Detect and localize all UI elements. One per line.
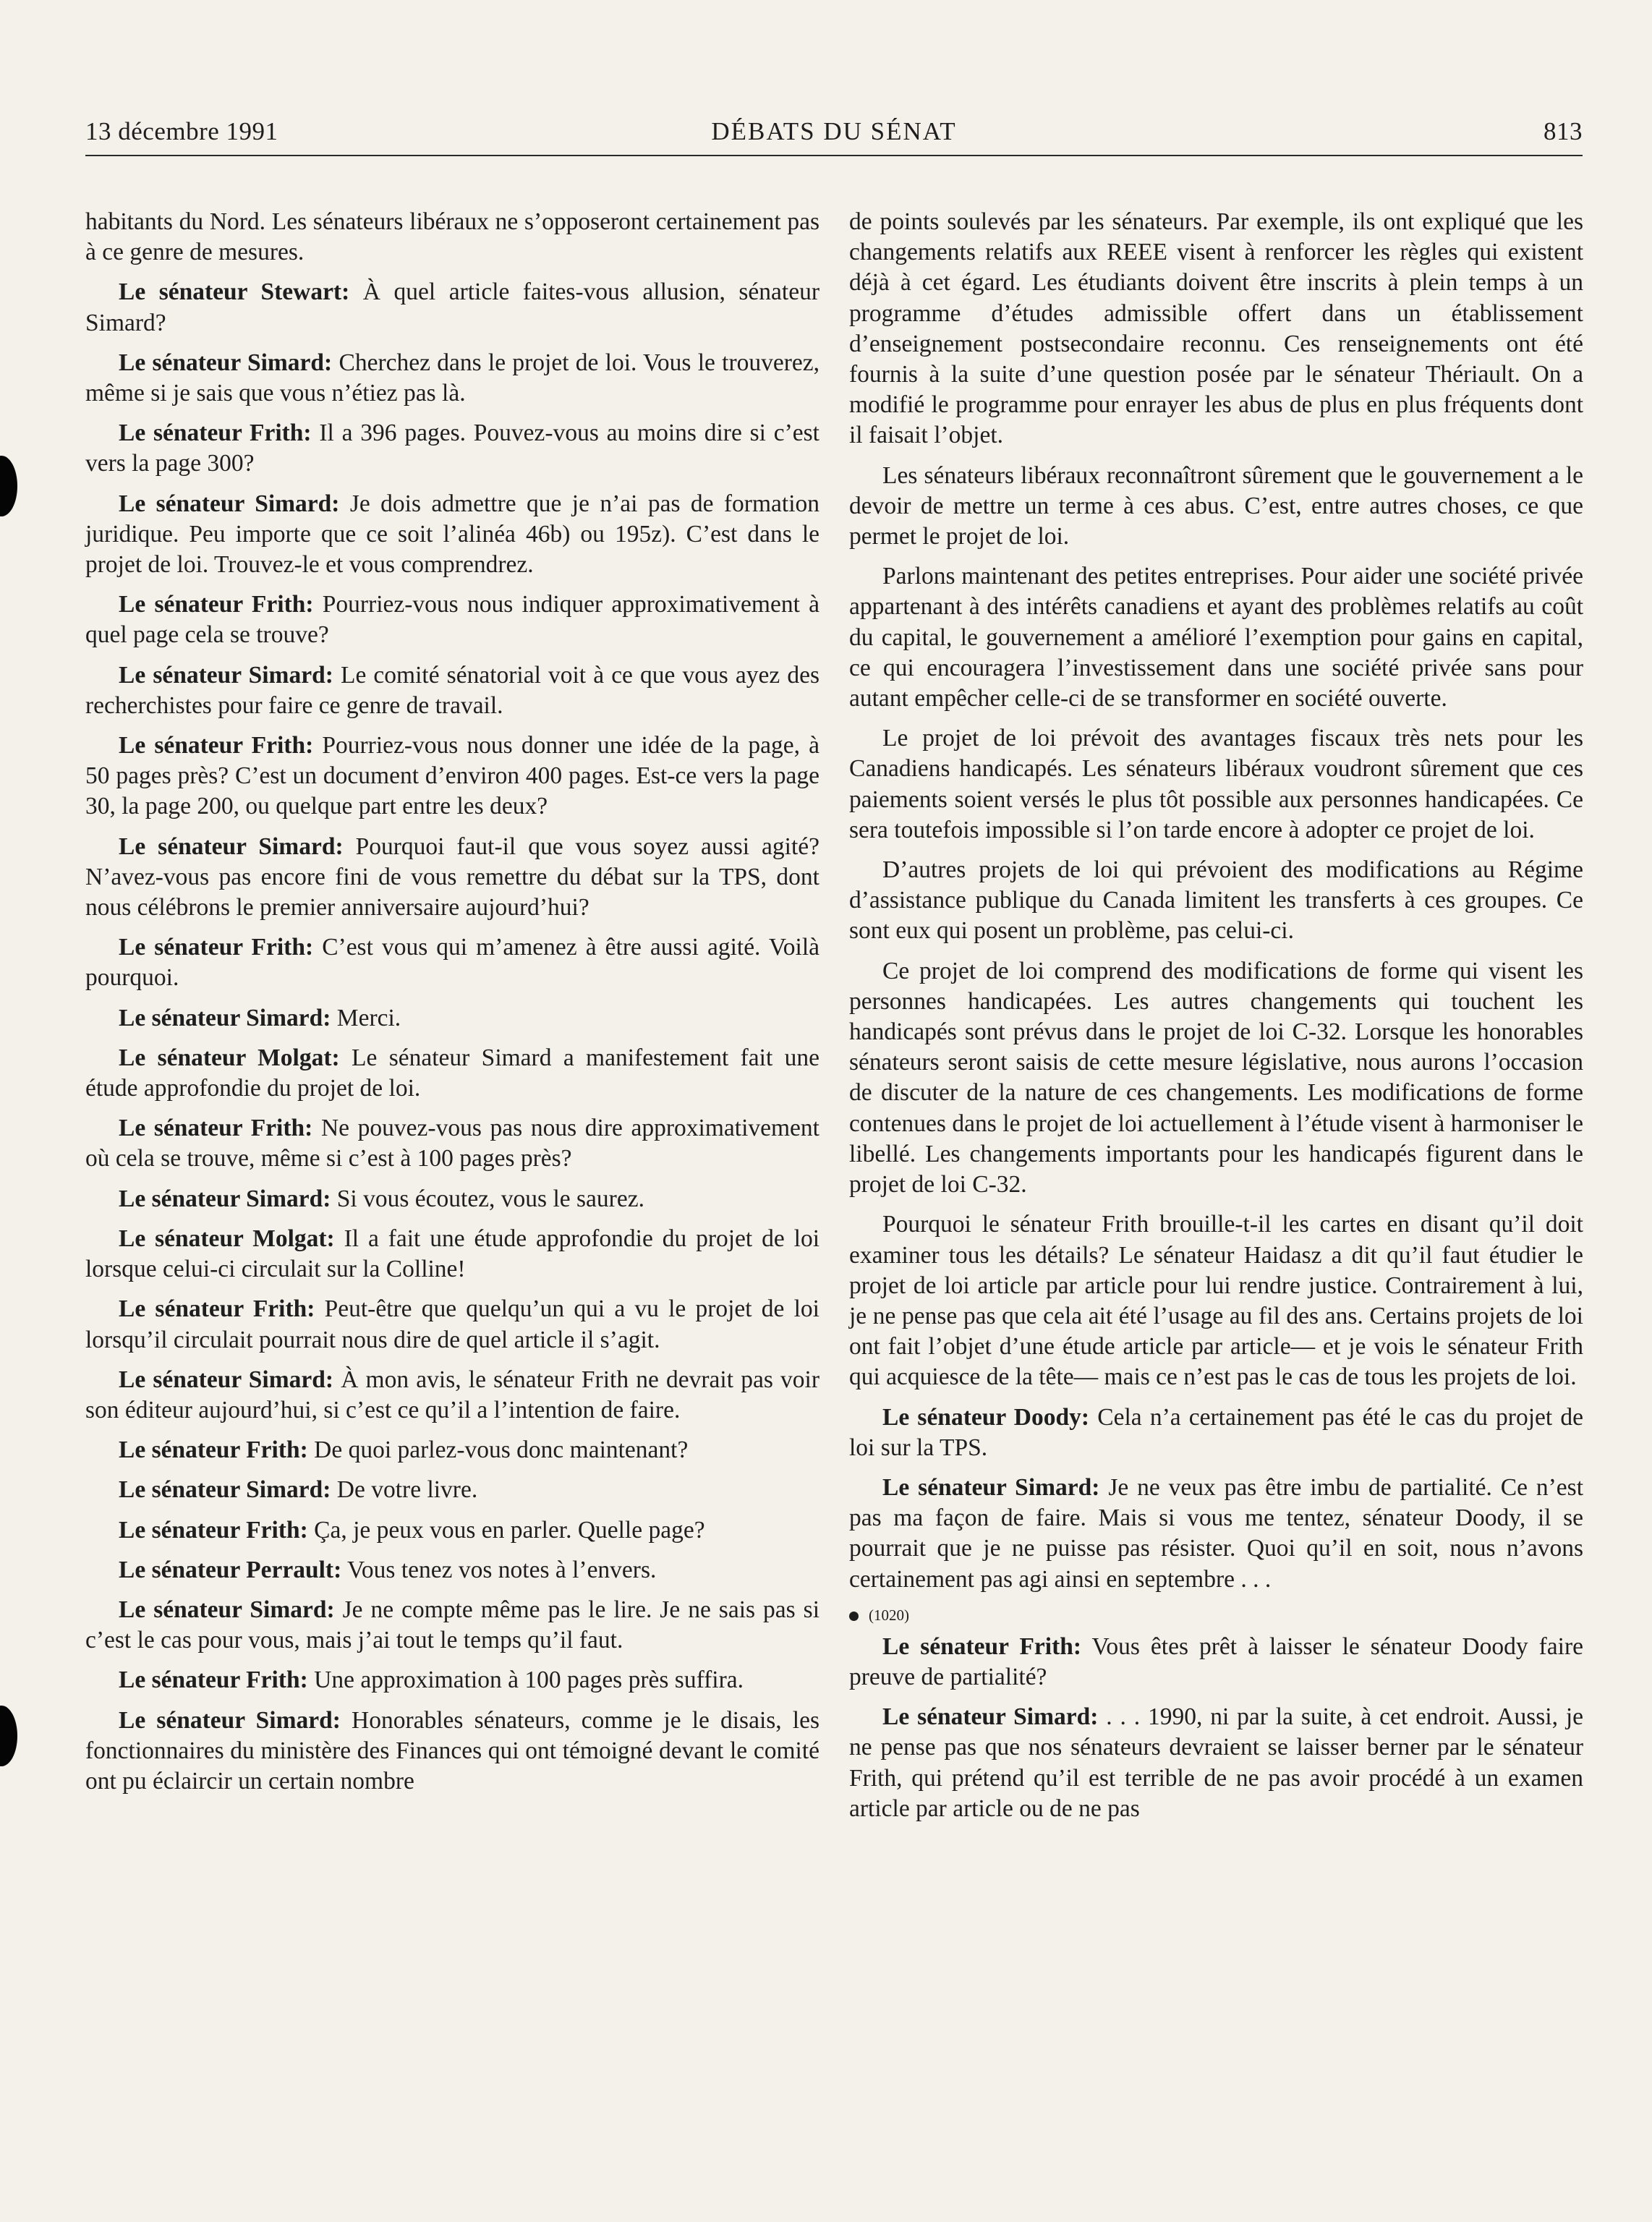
speaker-name: Le sénateur Simard: xyxy=(119,1476,331,1504)
speaker-name: Le sénateur Stewart: xyxy=(119,278,350,306)
paragraph xyxy=(85,1043,819,1104)
paragraph-text: Cherchez dans le projet de loi. Vous le trouverez, même si je sais que vous n’étiez pas là. xyxy=(85,349,820,407)
paragraph xyxy=(849,461,1583,553)
paragraph xyxy=(85,277,819,338)
paragraph xyxy=(85,1706,819,1797)
right-column-lower xyxy=(849,1632,1583,1824)
paragraph-text: Merci. xyxy=(336,1004,401,1031)
paragraph-text: habitants du Nord. Les sénateurs libéraux ne s’opposeront certainement pas à ce genre de mesures. xyxy=(85,208,819,266)
paragraph xyxy=(85,1003,819,1034)
paragraph xyxy=(85,489,819,581)
paragraph-text: C’est vous qui m’amenez à être aussi agité. Voilà pourquoi. xyxy=(85,934,819,992)
paragraph-text: de points soulevés par les sénateurs. Par exemple, ils ont expliqué que les changements relatifs aux REEE visent à renforcer les règles qui existent déjà à cet égard. Les étudiants doivent être inscrits à plein temps à un programme d’études admissible offert dans un établissement d’enseignement postsecondaire reconnu. Ces renseignements ont été fournis à la suite d’une question posée par le sénateur Thériault. On a modifié le programme pour enrayer les abus de plus en plus fréquents dont il faisait l’objet. xyxy=(849,208,1583,449)
paragraph xyxy=(849,855,1583,947)
speaker-name: Le sénateur Frith: xyxy=(119,1666,308,1694)
paragraph xyxy=(849,207,1583,451)
paragraph xyxy=(849,1632,1583,1693)
paragraph-text: Le sénateur Simard a manifestement fait une étude approfondie du projet de loi. xyxy=(85,1044,819,1102)
speaker-name: Le sénateur Simard: xyxy=(119,1366,334,1393)
time-marker-text: (1020) xyxy=(869,1606,909,1624)
paragraph-text: Ne pouvez-vous pas nous dire approximativement où cela se trouve, même si c’est à 100 pages près? xyxy=(85,1115,819,1172)
paragraph-text: D’autres projets de loi qui prévoient des modifications au Régime d’assistance publique du Canada limitent les transferts à ces groupes. Ce sont eux qui posent un problème, pas celui-ci. xyxy=(849,856,1583,945)
paragraph xyxy=(85,589,819,650)
paragraph xyxy=(849,1402,1583,1463)
paragraph xyxy=(849,723,1583,846)
paragraph-text: Je ne veux pas être imbu de partialité. Ce n’est pas ma façon de faire. Mais si vous me tentez, sénateur Doody, il se pourrait que je ne puisse pas résister. Quoi qu’il en soit, nous n’avons certainement pas agi ainsi en septembre . . . xyxy=(849,1473,1584,1593)
paragraph xyxy=(849,561,1583,714)
speaker-name: Le sénateur Simard: xyxy=(119,1004,331,1031)
paragraph xyxy=(85,1294,819,1355)
paragraph xyxy=(85,348,819,409)
paragraph-text: Vous tenez vos notes à l’envers. xyxy=(347,1556,657,1583)
speaker-name: Le sénateur Simard: xyxy=(119,661,333,689)
speaker-name: Le sénateur Simard: xyxy=(119,349,333,376)
speaker-name: Le sénateur Frith: xyxy=(119,934,314,961)
paragraph-text: . . . 1990, ni par la suite, à cet endroit. Aussi, je ne pense pas que nos sénateurs devraient se laisser berner par le sénateur Frith, qui prétend qu’il est terrible de ne pas avoir procédé à un examen article par article ou de ne pas xyxy=(849,1703,1584,1822)
paragraph-text: Ça, je peux vous en parler. Quelle page? xyxy=(314,1516,705,1544)
paragraph-text: Pourriez-vous nous donner une idée de la page, à 50 pages près? C’est un document d’environ 400 pages. Est-ce vers la page 30, la page 200, ou quelque part entre les deux? xyxy=(85,732,820,820)
bullet-icon xyxy=(849,1612,859,1621)
paragraph xyxy=(85,932,819,993)
speaker-name: Le sénateur Doody: xyxy=(882,1403,1090,1431)
paragraph-text: Le comité sénatorial voit à ce que vous ayez des recherchistes pour faire ce genre de travail. xyxy=(85,661,820,719)
paragraph xyxy=(85,1113,819,1174)
right-column-upper xyxy=(849,207,1583,1595)
paragraph xyxy=(849,1209,1583,1392)
header-title: DÉBATS DU SÉNAT xyxy=(711,117,957,145)
paragraph-text: Le projet de loi prévoit des avantages fiscaux très nets pour les Canadiens handicapés. Les sénateurs libéraux voudront sûrement que ces paiements soient versés le plus tôt possible aux personnes handicapées. Ce sera toutefois impossible si l’on tarde encore à adopter ce projet de loi. xyxy=(849,725,1583,843)
paragraph-text: Je ne compte même pas le lire. Je ne sais pas si c’est le cas pour vous, mais j’ai tout le temps qu’il faut. xyxy=(85,1596,820,1654)
header-date: 13 décembre 1991 xyxy=(85,117,278,145)
speaker-name: Le sénateur Frith: xyxy=(119,591,314,618)
paragraph-text: Pourriez-vous nous indiquer approximativement à quel page cela se trouve? xyxy=(85,591,820,649)
paragraph-text: Pourquoi faut-il que vous soyez aussi agité? N’avez-vous pas encore fini de vous remettre du débat sur la TPS, dont nous célébrons le premier anniversaire aujourd’hui? xyxy=(85,833,819,921)
paragraph-text: À mon avis, le sénateur Frith ne devrait pas voir son éditeur aujourd’hui, si c’est ce qu’il a l’intention de faire. xyxy=(85,1366,819,1423)
paragraph xyxy=(85,1595,819,1656)
speaker-name: Le sénateur Simard: xyxy=(119,833,344,860)
speaker-name: Le sénateur Molgat: xyxy=(119,1225,335,1252)
speaker-name: Le sénateur Frith: xyxy=(119,1436,308,1464)
speaker-name: Le sénateur Simard: xyxy=(119,1596,335,1623)
speaker-name: Le sénateur Simard: xyxy=(882,1473,1100,1501)
paragraph xyxy=(85,731,819,822)
paragraph xyxy=(85,1184,819,1214)
left-column xyxy=(85,207,819,1806)
binder-hole-bottom xyxy=(0,1706,17,1766)
speaker-name: Le sénateur Frith: xyxy=(119,420,312,447)
speaker-name: Le sénateur Frith: xyxy=(119,1516,308,1544)
paragraph-text: Parlons maintenant des petites entreprises. Pour aider une société privée appartenant à des intérêts canadiens et ayant des problèmes relatifs au coût du capital, le gouvernement a amélioré l’exemption pour gains en capital, ce qui encouragera l’investissement dans une société privée sans pour autant empêcher celle-ci de se transformer en société ouverte. xyxy=(849,563,1583,712)
paragraph xyxy=(85,1435,819,1465)
paragraph xyxy=(85,1365,819,1426)
paragraph-text: Ce projet de loi comprend des modifications de forme qui visent les personnes handicapées. Les autres changements qui touchent les handicapés sont prévus dans le projet de loi C-32. Lorsque les honorables sénateurs seront saisis de cette mesure législative, nous aurons l’occasion de discuter de la nature de ces changements. Les modifications de forme contenues dans le projet de loi actuellement à l’étude visent à harmoniser le libellé. Les changements importants pour les handicapés figurent dans le projet de loi C-32. xyxy=(849,957,1583,1199)
paragraph-text: De votre livre. xyxy=(336,1476,478,1504)
paragraph-text: Pourquoi le sénateur Frith brouille-t-il les cartes en disant qu’il doit examiner tous les détails? Le sénateur Haidasz a dit qu’il faut étudier le projet de loi article par article pour lui rendre justice. Contrairement à lui, je ne pense pas que cela ait été l’usage au fil des ans. Certains projets de loi ont fait l’objet d’une étude article par article— et je vois le sénateur Frith qui acquiesce de la tête— mais ce n’est pas le cas de tous les projets de loi. xyxy=(849,1211,1583,1391)
paragraph-text: Honorables sénateurs, comme je le disais, les fonctionnaires du ministère des Finances qui ont témoigné devant le comité ont pu éclaircir un certain nombre xyxy=(85,1706,820,1795)
speaker-name: Le sénateur Perrault: xyxy=(119,1556,342,1583)
paragraph-text: Vous êtes prêt à laisser le sénateur Doody faire preuve de partialité? xyxy=(849,1633,1583,1690)
paragraph xyxy=(85,1665,819,1695)
paragraph-text: Il a 396 pages. Pouvez-vous au moins dire si c’est vers la page 300? xyxy=(85,420,819,477)
paragraph xyxy=(85,207,819,268)
speaker-name: Le sénateur Frith: xyxy=(119,1115,313,1142)
paragraph xyxy=(85,418,819,479)
page-number: 813 xyxy=(1544,117,1583,145)
paragraph xyxy=(85,832,819,924)
page-header xyxy=(85,114,1583,156)
binder-hole-top xyxy=(0,456,17,516)
paragraph-text: Il a fait une étude approfondie du projet de loi lorsque celui-ci circulait sur la Colline! xyxy=(85,1225,820,1283)
paragraph xyxy=(85,660,819,721)
paragraph xyxy=(85,1555,819,1585)
paragraph xyxy=(849,1473,1583,1595)
speaker-name: Le sénateur Simard: xyxy=(882,1703,1099,1731)
paragraph-text: Peut-être que quelqu’un qui a vu le projet de loi lorsqu’il circulait pourrait nous dire de quel article il s’agit. xyxy=(85,1295,819,1353)
paragraph-text: À quel article faites-vous allusion, sénateur Simard? xyxy=(85,278,819,336)
speaker-name: Le sénateur Frith: xyxy=(119,1295,315,1323)
time-marker xyxy=(849,1604,1583,1626)
paragraph-text: Je dois admettre que je n’ai pas de formation juridique. Peu importe que ce soit l’alinéa 46b) ou 195z). C’est dans le projet de loi. Trouvez-le et vous comprendrez. xyxy=(85,490,819,579)
speaker-name: Le sénateur Simard: xyxy=(119,1185,331,1212)
speaker-name: Le sénateur Molgat: xyxy=(119,1044,340,1071)
paragraph-text: Cela n’a certainement pas été le cas du projet de loi sur la TPS. xyxy=(849,1403,1583,1461)
paragraph-text: Une approximation à 100 pages près suffira. xyxy=(314,1666,744,1694)
speaker-name: Le sénateur Simard: xyxy=(119,490,340,517)
paragraph-text: De quoi parlez-vous donc maintenant? xyxy=(314,1436,689,1464)
paragraph xyxy=(85,1515,819,1546)
speaker-name: Le sénateur Simard: xyxy=(119,1706,341,1734)
speaker-name: Le sénateur Frith: xyxy=(119,732,314,759)
paragraph-text: Les sénateurs libéraux reconnaîtront sûrement que le gouvernement a le devoir de mettre un terme à ces abus. C’est, entre autres choses, ce que permet le projet de loi. xyxy=(849,461,1583,550)
right-column xyxy=(849,207,1583,1834)
paragraph xyxy=(849,956,1583,1201)
paragraph-text: Si vous écoutez, vous le saurez. xyxy=(336,1185,644,1212)
paragraph xyxy=(849,1702,1583,1824)
paragraph xyxy=(85,1475,819,1505)
paragraph xyxy=(85,1224,819,1285)
speaker-name: Le sénateur Frith: xyxy=(882,1633,1082,1660)
